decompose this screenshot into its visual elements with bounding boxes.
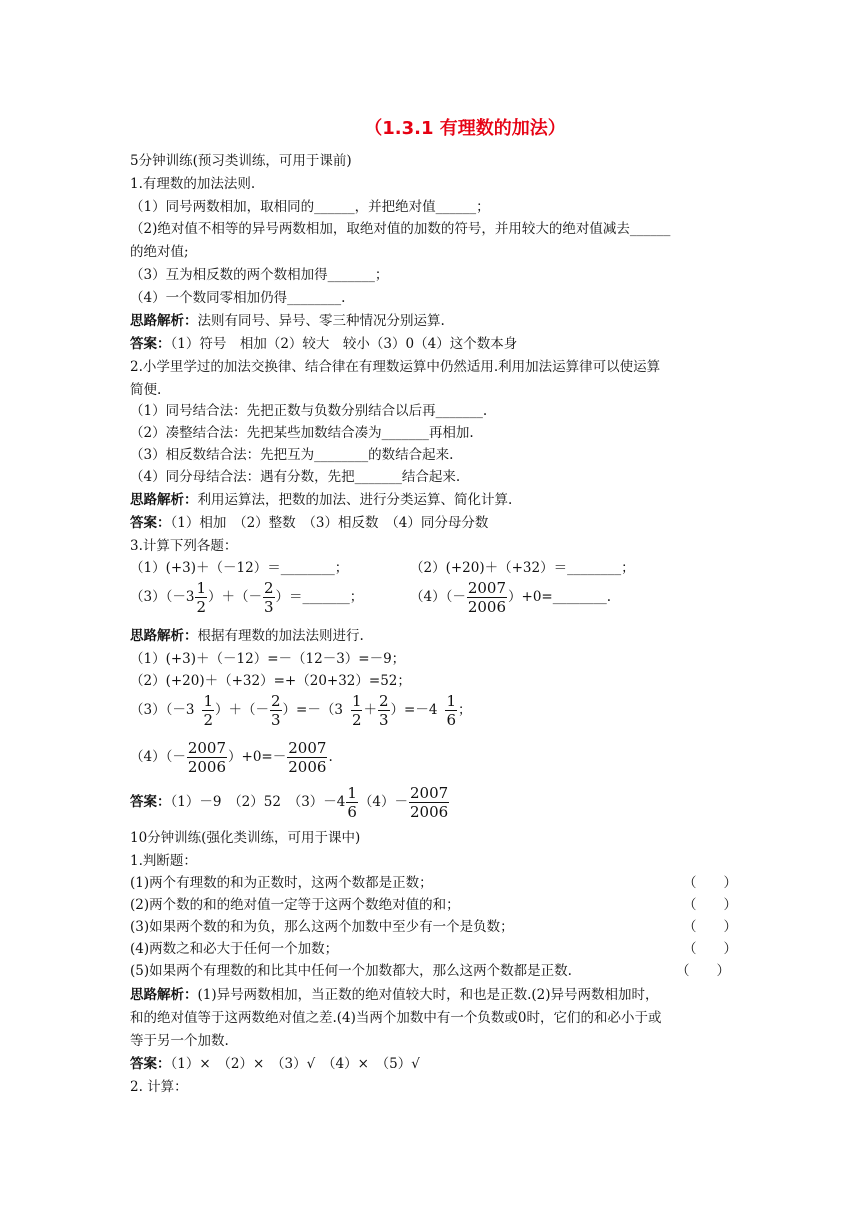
question-item: （1）(+3)＋（－12）＝________； [130, 560, 349, 576]
analysis-text: 等于另一个加数. [130, 1033, 229, 1049]
answer-text: （1）× （2）× （3）√ （4）× （5）√ [170, 1056, 420, 1072]
question: 2. 计算： [130, 1079, 188, 1095]
judge-text: (4)两数之和必大于任何一个加数； [130, 941, 339, 957]
question-item: （2)绝对值不相等的异号两数相加，取绝对值的加数的符号，并用较大的绝对值减去______ [130, 221, 671, 237]
working-line [130, 692, 471, 729]
answer-blank[interactable]: （ ） [683, 897, 737, 913]
math-text: . [328, 749, 333, 765]
math-text: （3）（－3 [130, 589, 195, 605]
answer-blank[interactable]: （ ） [676, 963, 730, 979]
math-text: ； [457, 702, 472, 718]
judge-item [130, 961, 572, 981]
question-item: （1）同号结合法：先把正数与负数分别结合以后再_______. [130, 403, 488, 419]
denominator: 3 [270, 711, 281, 729]
numerator: 2007 [410, 784, 449, 802]
section-header: 10分钟训练(强化类训练，可用于课中) [130, 830, 361, 846]
fraction [467, 579, 507, 616]
fraction [270, 692, 282, 729]
judge-item [130, 939, 338, 959]
math-text: ）＋（－ [207, 589, 262, 605]
fraction [445, 692, 457, 729]
analysis-label: 思路解析： [130, 313, 198, 329]
analysis [130, 626, 364, 646]
judge-text: (2)两个数的和的绝对值一定等于这两个数绝对值的和； [130, 897, 460, 913]
judge-item [130, 917, 514, 937]
analysis-label: 思路解析： [130, 987, 198, 1003]
judge-item [130, 895, 460, 915]
numerator: 1 [347, 784, 357, 802]
question: 1.判断题： [130, 853, 197, 869]
answer-text: （4）－ [358, 794, 409, 810]
analysis-label: 思路解析： [130, 628, 198, 644]
analysis-text: (1)异号两数相加，当正数的绝对值较大时，和也是正数.(2)异号两数相加时， [197, 987, 659, 1003]
math-text: ）+0=－ [228, 749, 287, 765]
question-item: （1）同号两数相加，取相同的______，并把绝对值______； [130, 199, 490, 215]
page-title: （1.3.1 有理数的加法） [364, 118, 566, 139]
question-item: （4）同分母结合法：遇有分数，先把_______结合起来. [130, 469, 461, 485]
denominator: 2 [351, 711, 362, 729]
judge-text: (1)两个有理数的和为正数时，这两个数都是正数； [130, 875, 433, 891]
answer-label: 答案： [130, 794, 171, 810]
denominator: 6 [347, 803, 357, 821]
answer-blank[interactable]: （ ） [683, 919, 737, 935]
denominator: 2006 [288, 758, 327, 776]
working-line: （2）(+20)＋（+32）=+（20+32）=52； [130, 673, 411, 689]
fraction [346, 784, 358, 821]
question-item [130, 579, 363, 616]
analysis [130, 985, 659, 1005]
denominator: 3 [378, 711, 389, 729]
fraction [195, 579, 207, 616]
numerator: 2007 [467, 579, 507, 597]
fraction [409, 784, 449, 821]
analysis-label: 思路解析： [130, 492, 198, 508]
question-item: 的绝对值; [130, 244, 189, 260]
math-text: （3）（－3 [130, 702, 195, 718]
numerator: 2 [263, 579, 274, 597]
answer [130, 784, 450, 821]
answer-blank[interactable]: （ ） [683, 875, 737, 891]
analysis-text: 法则有同号、异号、零三种情况分别运算. [197, 313, 445, 329]
question-item: （3）相反数结合法：先把互为________的数结合起来. [130, 447, 454, 463]
judge-text: (3)如果两个数的和为负，那么这两个加数中至少有一个是负数； [130, 919, 514, 935]
numerator: 1 [203, 692, 213, 710]
answer [130, 1054, 420, 1074]
math-text: ）＋（－ [214, 702, 269, 718]
numerator: 1 [351, 692, 362, 710]
answer-text: （1）－9 （2）52 （3）－4 [170, 794, 346, 810]
numerator: 2007 [288, 739, 327, 757]
analysis [130, 490, 512, 510]
math-text: （4）（－ [130, 749, 186, 765]
math-text: ）＝_______； [275, 589, 364, 605]
denominator: 2006 [467, 598, 507, 616]
fraction [351, 692, 363, 729]
fraction [202, 692, 214, 729]
working-line [130, 739, 333, 776]
denominator: 2006 [410, 803, 449, 821]
answer [130, 334, 517, 354]
question-item: （4）一个数同零相加仍得________. [130, 290, 346, 306]
answer-label: 答案： [130, 336, 171, 352]
denominator: 2006 [187, 758, 227, 776]
fraction [378, 692, 390, 729]
fraction [187, 739, 227, 776]
numerator: 1 [196, 579, 206, 597]
numerator: 1 [446, 692, 456, 710]
section-header: 5分钟训练(预习类训练，可用于课前) [130, 153, 352, 169]
question: 2.小学里学过的加法交换律、结合律在有理数运算中仍然适用.利用加法运算律可以使运算 [130, 359, 661, 375]
fraction [287, 739, 327, 776]
denominator: 3 [263, 598, 274, 616]
math-text: ）=－4 [390, 702, 438, 718]
numerator: 2 [270, 692, 281, 710]
analysis [130, 311, 445, 331]
answer-label: 答案： [130, 515, 171, 531]
fraction [263, 579, 275, 616]
numerator: 2007 [187, 739, 227, 757]
answer-blank[interactable]: （ ） [683, 941, 737, 957]
question-item: （3）互为相反数的两个数相加得_______； [130, 267, 389, 283]
denominator: 2 [196, 598, 206, 616]
denominator: 2 [203, 711, 213, 729]
numerator: 2 [378, 692, 389, 710]
answer-text: （1）相加 （2）整数 （3）相反数 （4）同分母分数 [170, 515, 489, 531]
answer-label: 答案： [130, 1056, 171, 1072]
question: 3.计算下列各题： [130, 538, 238, 554]
question-item: （2）凑整结合法：先把某些加数结合凑为_______再相加. [130, 425, 474, 441]
answer-text: （1）符号 相加（2）较大 较小（3）0（4）这个数本身 [170, 336, 518, 352]
math-text: ＋ [363, 702, 377, 718]
denominator: 6 [446, 711, 456, 729]
judge-item [130, 873, 730, 893]
math-text: ）+0=________. [508, 589, 612, 605]
question-item: （2）(+20)＋（+32）＝________； [410, 560, 635, 576]
math-text: ）=－（3 [282, 702, 343, 718]
question: 简便. [130, 382, 162, 398]
analysis-text: 利用运算法，把数的加法、进行分类运算、简化计算. [197, 492, 513, 508]
math-text: （4）（－ [410, 589, 466, 605]
analysis-text: 和的绝对值等于这两数绝对值之差.(4)当两个加数中有一个负数或0时，它们的和必小于或 [130, 1010, 662, 1026]
working-line: （1）(+3)＋（－12）=－（12－3）=－9； [130, 651, 406, 667]
answer [130, 513, 488, 533]
question-item [410, 579, 611, 616]
analysis-text: 根据有理数的加法法则进行. [197, 628, 364, 644]
question: 1.有理数的加法法则. [130, 176, 256, 192]
judge-text: (5)如果两个有理数的和比其中任何一个加数都大，那么这两个数都是正数. [130, 963, 572, 979]
